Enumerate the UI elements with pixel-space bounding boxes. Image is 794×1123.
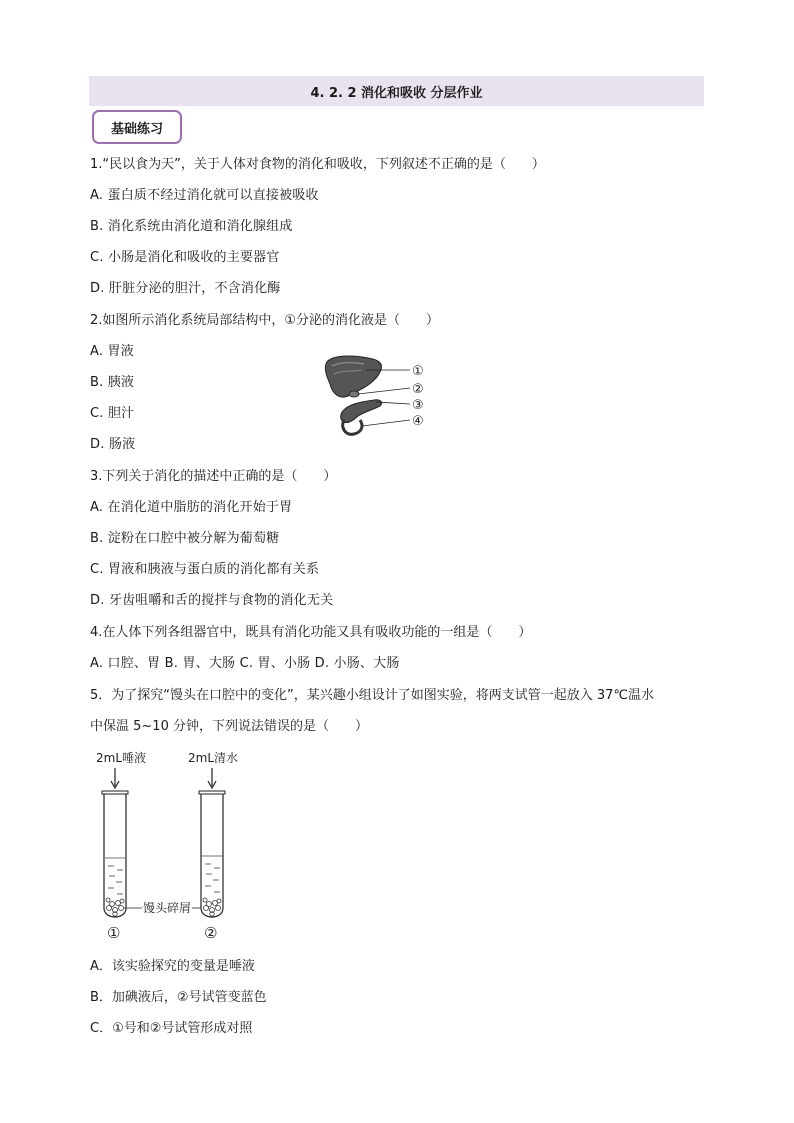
q3-option-a: A. 在消化道中脂肪的消化开始于胃: [90, 500, 293, 515]
q4-options: A. 口腔、胃 B. 胃、大肠 C. 胃、小肠 D. 小肠、大肠: [90, 656, 400, 671]
q2-option-a: A. 胃液: [90, 344, 134, 359]
q4-stem: 4.在人体下列各组器官中，既具有消化功能又具有吸收功能的一组是（ ）: [90, 625, 532, 640]
q2-option-d: D. 肠液: [90, 437, 136, 452]
label-water: 2mL清水: [188, 751, 239, 765]
q5-option-b: B．加碘液后，②号试管变蓝色: [90, 990, 267, 1005]
label-4: ④: [412, 414, 424, 429]
q1-stem: 1.“民以食为天”，关于人体对食物的消化和吸收，下列叙述不正确的是（ ）: [90, 157, 545, 172]
q1-option-c: C. 小肠是消化和吸收的主要器官: [90, 250, 280, 265]
q2-option-b: B. 胰液: [90, 375, 135, 390]
q5-stem-line2: 中保温 5~10 分钟，下列说法错误的是（ ）: [90, 719, 368, 734]
q3-option-b: B. 淀粉在口腔中被分解为葡萄糖: [90, 531, 280, 546]
test-tube-1: [102, 791, 128, 917]
test-tube-experiment-figure: [88, 748, 268, 948]
pancreas-shape: [341, 400, 382, 423]
page-title: 4. 2. 2 消化和吸收 分层作业: [89, 76, 704, 106]
label-1: ①: [412, 364, 424, 379]
q3-stem: 3.下列关于消化的描述中正确的是（ ）: [90, 469, 337, 484]
gallbladder-shape: [349, 391, 359, 397]
tube-1-label: ①: [107, 924, 121, 942]
label-3: ③: [412, 398, 424, 413]
q1-option-b: B. 消化系统由消化道和消化腺组成: [90, 219, 293, 234]
q5-stem-line1: 5．为了探究“馒头在口腔中的变化”，某兴趣小组设计了如图实验，将两支试管一起放入 37℃温水: [90, 688, 655, 703]
tube-2-label: ②: [204, 924, 218, 942]
q2-option-c: C. 胆汁: [90, 406, 135, 421]
q1-option-d: D. 肝脏分泌的胆汁，不含消化酶: [90, 281, 281, 296]
q3-option-c: C. 胃液和胰液与蛋白质的消化都有关系: [90, 562, 320, 577]
label-saliva: 2mL唾液: [96, 751, 147, 765]
section-tag: 基础练习: [92, 110, 182, 144]
q2-stem: 2.如图所示消化系统局部结构中，①分泌的消化液是（ ）: [90, 313, 440, 328]
label-2: ②: [412, 382, 424, 397]
label-bread-crumbs: 馒头碎屑: [143, 901, 192, 915]
digestive-organs-figure: [318, 350, 438, 440]
q5-option-a: A．该实验探究的变量是唾液: [90, 959, 255, 974]
test-tube-2: [199, 791, 225, 917]
q1-option-a: A. 蛋白质不经过消化就可以直接被吸收: [90, 188, 319, 203]
q5-option-c: C．①号和②号试管形成对照: [90, 1021, 253, 1036]
q3-option-d: D. 牙齿咀嚼和舌的搅拌与食物的消化无关: [90, 593, 334, 608]
